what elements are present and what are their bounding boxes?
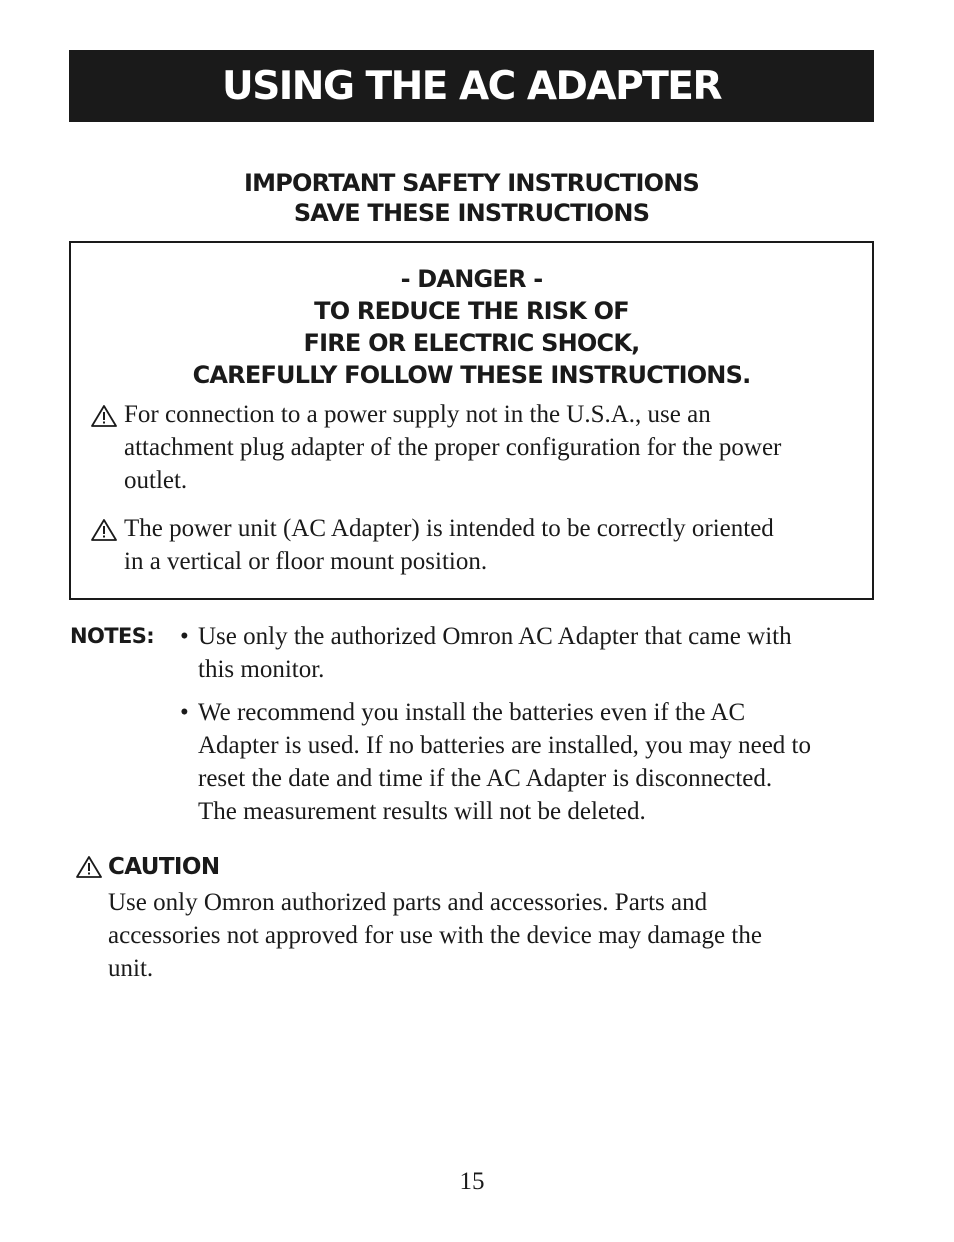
bullet: • [180, 699, 189, 726]
warning-triangle-icon [91, 405, 117, 427]
subheading-line-2: SAVE THESE INSTRUCTIONS [293, 199, 650, 227]
title-bar [69, 50, 874, 122]
danger-item-2-text [124, 512, 854, 578]
warning-triangle-icon [76, 856, 102, 878]
text-line: The measurement results will not be deleted. [198, 798, 646, 825]
text-line: Use only the authorized Omron AC Adapter that came with [198, 623, 792, 650]
danger-line-2: TO REDUCE THE RISK OF [314, 297, 629, 325]
warning-triangle-icon [91, 519, 117, 541]
caution-label: CAUTION [108, 854, 220, 880]
notes-label: NOTES: [70, 624, 155, 648]
safety-subheading [69, 168, 874, 228]
note-item-1-text [198, 620, 878, 686]
text-line: unit. [108, 955, 154, 982]
text-line: Adapter is used. If no batteries are installed, you may need to [198, 732, 812, 759]
danger-item-1-text [124, 398, 854, 497]
page-number: 15 [459, 1168, 485, 1195]
caution-text [108, 886, 848, 985]
note-item-2-text [198, 696, 878, 828]
text-line: outlet. [124, 467, 188, 494]
caution-heading [76, 852, 220, 882]
subheading-line-1: IMPORTANT SAFETY INSTRUCTIONS [244, 169, 699, 197]
text-line: reset the date and time if the AC Adapter is disconnected. [198, 765, 773, 792]
text-line: in a vertical or floor mount position. [124, 548, 488, 575]
danger-line-3: FIRE OR ELECTRIC SHOCK, [303, 329, 640, 357]
text-line: attachment plug adapter of the proper configuration for the power [124, 434, 782, 461]
text-line: The power unit (AC Adapter) is intended to be correctly oriented [124, 515, 774, 542]
bullet: • [180, 623, 189, 650]
danger-heading [71, 263, 872, 391]
text-line: accessories not approved for use with the device may damage the [108, 922, 762, 949]
danger-line-1: - DANGER - [400, 265, 543, 293]
text-line: Use only Omron authorized parts and accessories. Parts and [108, 889, 708, 916]
page-title: USING THE AC ADAPTER [222, 63, 721, 109]
text-line: this monitor. [198, 656, 325, 683]
text-line: We recommend you install the batteries even if the AC [198, 699, 746, 726]
danger-box [69, 241, 874, 600]
text-line: For connection to a power supply not in the U.S.A., use an [124, 401, 711, 428]
danger-line-4: CAREFULLY FOLLOW THESE INSTRUCTIONS. [192, 361, 751, 389]
